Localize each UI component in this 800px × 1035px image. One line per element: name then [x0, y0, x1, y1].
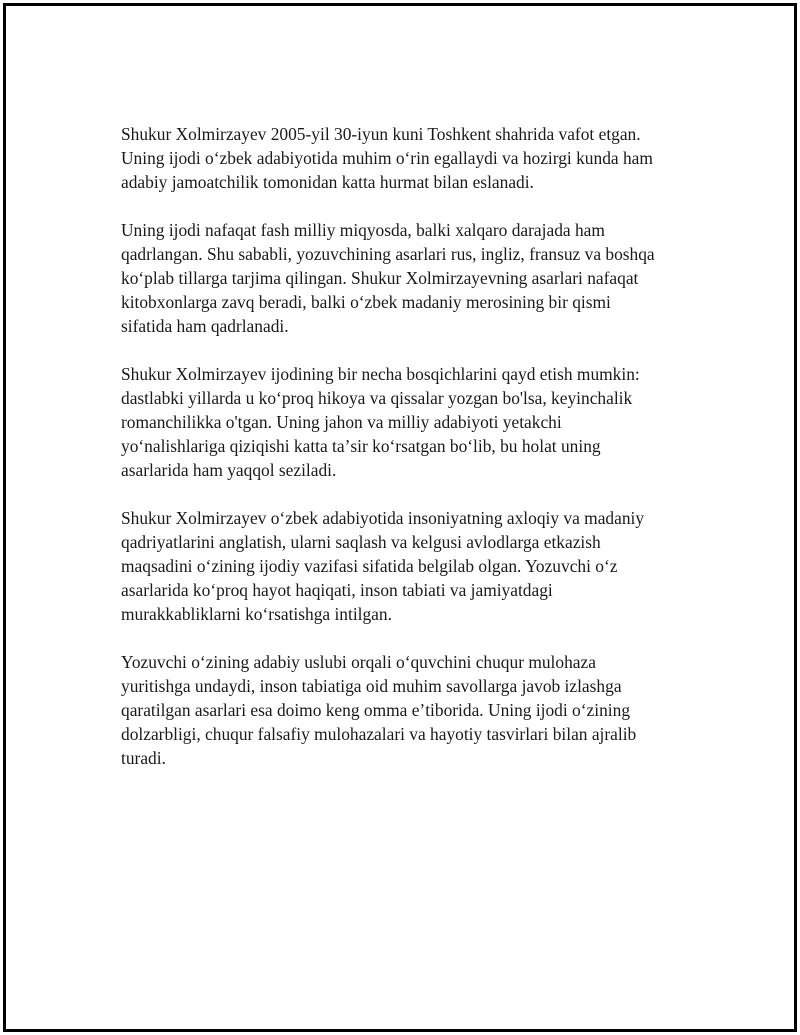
- paragraph-5: Yozuvchi oʻzining adabiy uslubi orqali oʻquvchini chuqur mulohaza yuritishga undaydi, inson tabiatiga oid muhim savollarga javob izlashga qaratilgan asarlari esa doimo keng omma eʼtiborida. Uning ijodi oʻzining dolzarbligi, chuqur falsafiy mulohazalari va hayotiy tasvirlari bilan ajralib turadi.: [121, 652, 637, 768]
- document-body: [121, 122, 701, 794]
- paragraph-3: Shukur Xolmirzayev ijodining bir necha bosqichlarini qayd etish mumkin: dastlabki yillarda u koʻproq hikoya va qissalar yozgan bo'lsa, keyinchalik romanchilikka o'tgan. Uning jahon va milliy adabiyoti yetakchi yoʻnalishlariga qiziqishi katta taʼsir koʻrsatgan boʻlib, bu holat uning asarlarida ham yaqqol seziladi.: [121, 364, 640, 480]
- paragraph-2: Uning ijodi nafaqat fash milliy miqyosda, balki xalqaro darajada ham qadrlangan. Shu sababli, yozuvchining asarlari rus, ingliz, fransuz va boshqa koʻplab tillarga tarjima qilingan. Shukur Xolmirzayevning asarlari nafaqat kitobxonlarga zavq beradi, balki oʻzbek madaniy merosining bir qismi sifatida ham qadrlanadi.: [121, 220, 655, 336]
- paragraph-1: Shukur Xolmirzayev 2005-yil 30-iyun kuni Toshkent shahrida vafot etgan. Uning ijodi oʻzbek adabiyotida muhim oʻrin egallaydi va hozirgi kunda ham adabiy jamoatchilik tomonidan katta hurmat bilan eslanadi.: [121, 124, 653, 192]
- paragraph-4: Shukur Xolmirzayev oʻzbek adabiyotida insoniyatning axloqiy va madaniy qadriyatlarini anglatish, ularni saqlash va kelgusi avlodlarga etkazish maqsadini oʻzining ijodiy vazifasi sifatida belgilab olgan. Yozuvchi oʻz asarlarida koʻproq hayot haqiqati, inson tabiati va jamiyatdagi murakkabliklarni koʻrsatishga intilgan.: [121, 508, 645, 624]
- page-frame: [3, 3, 797, 1032]
